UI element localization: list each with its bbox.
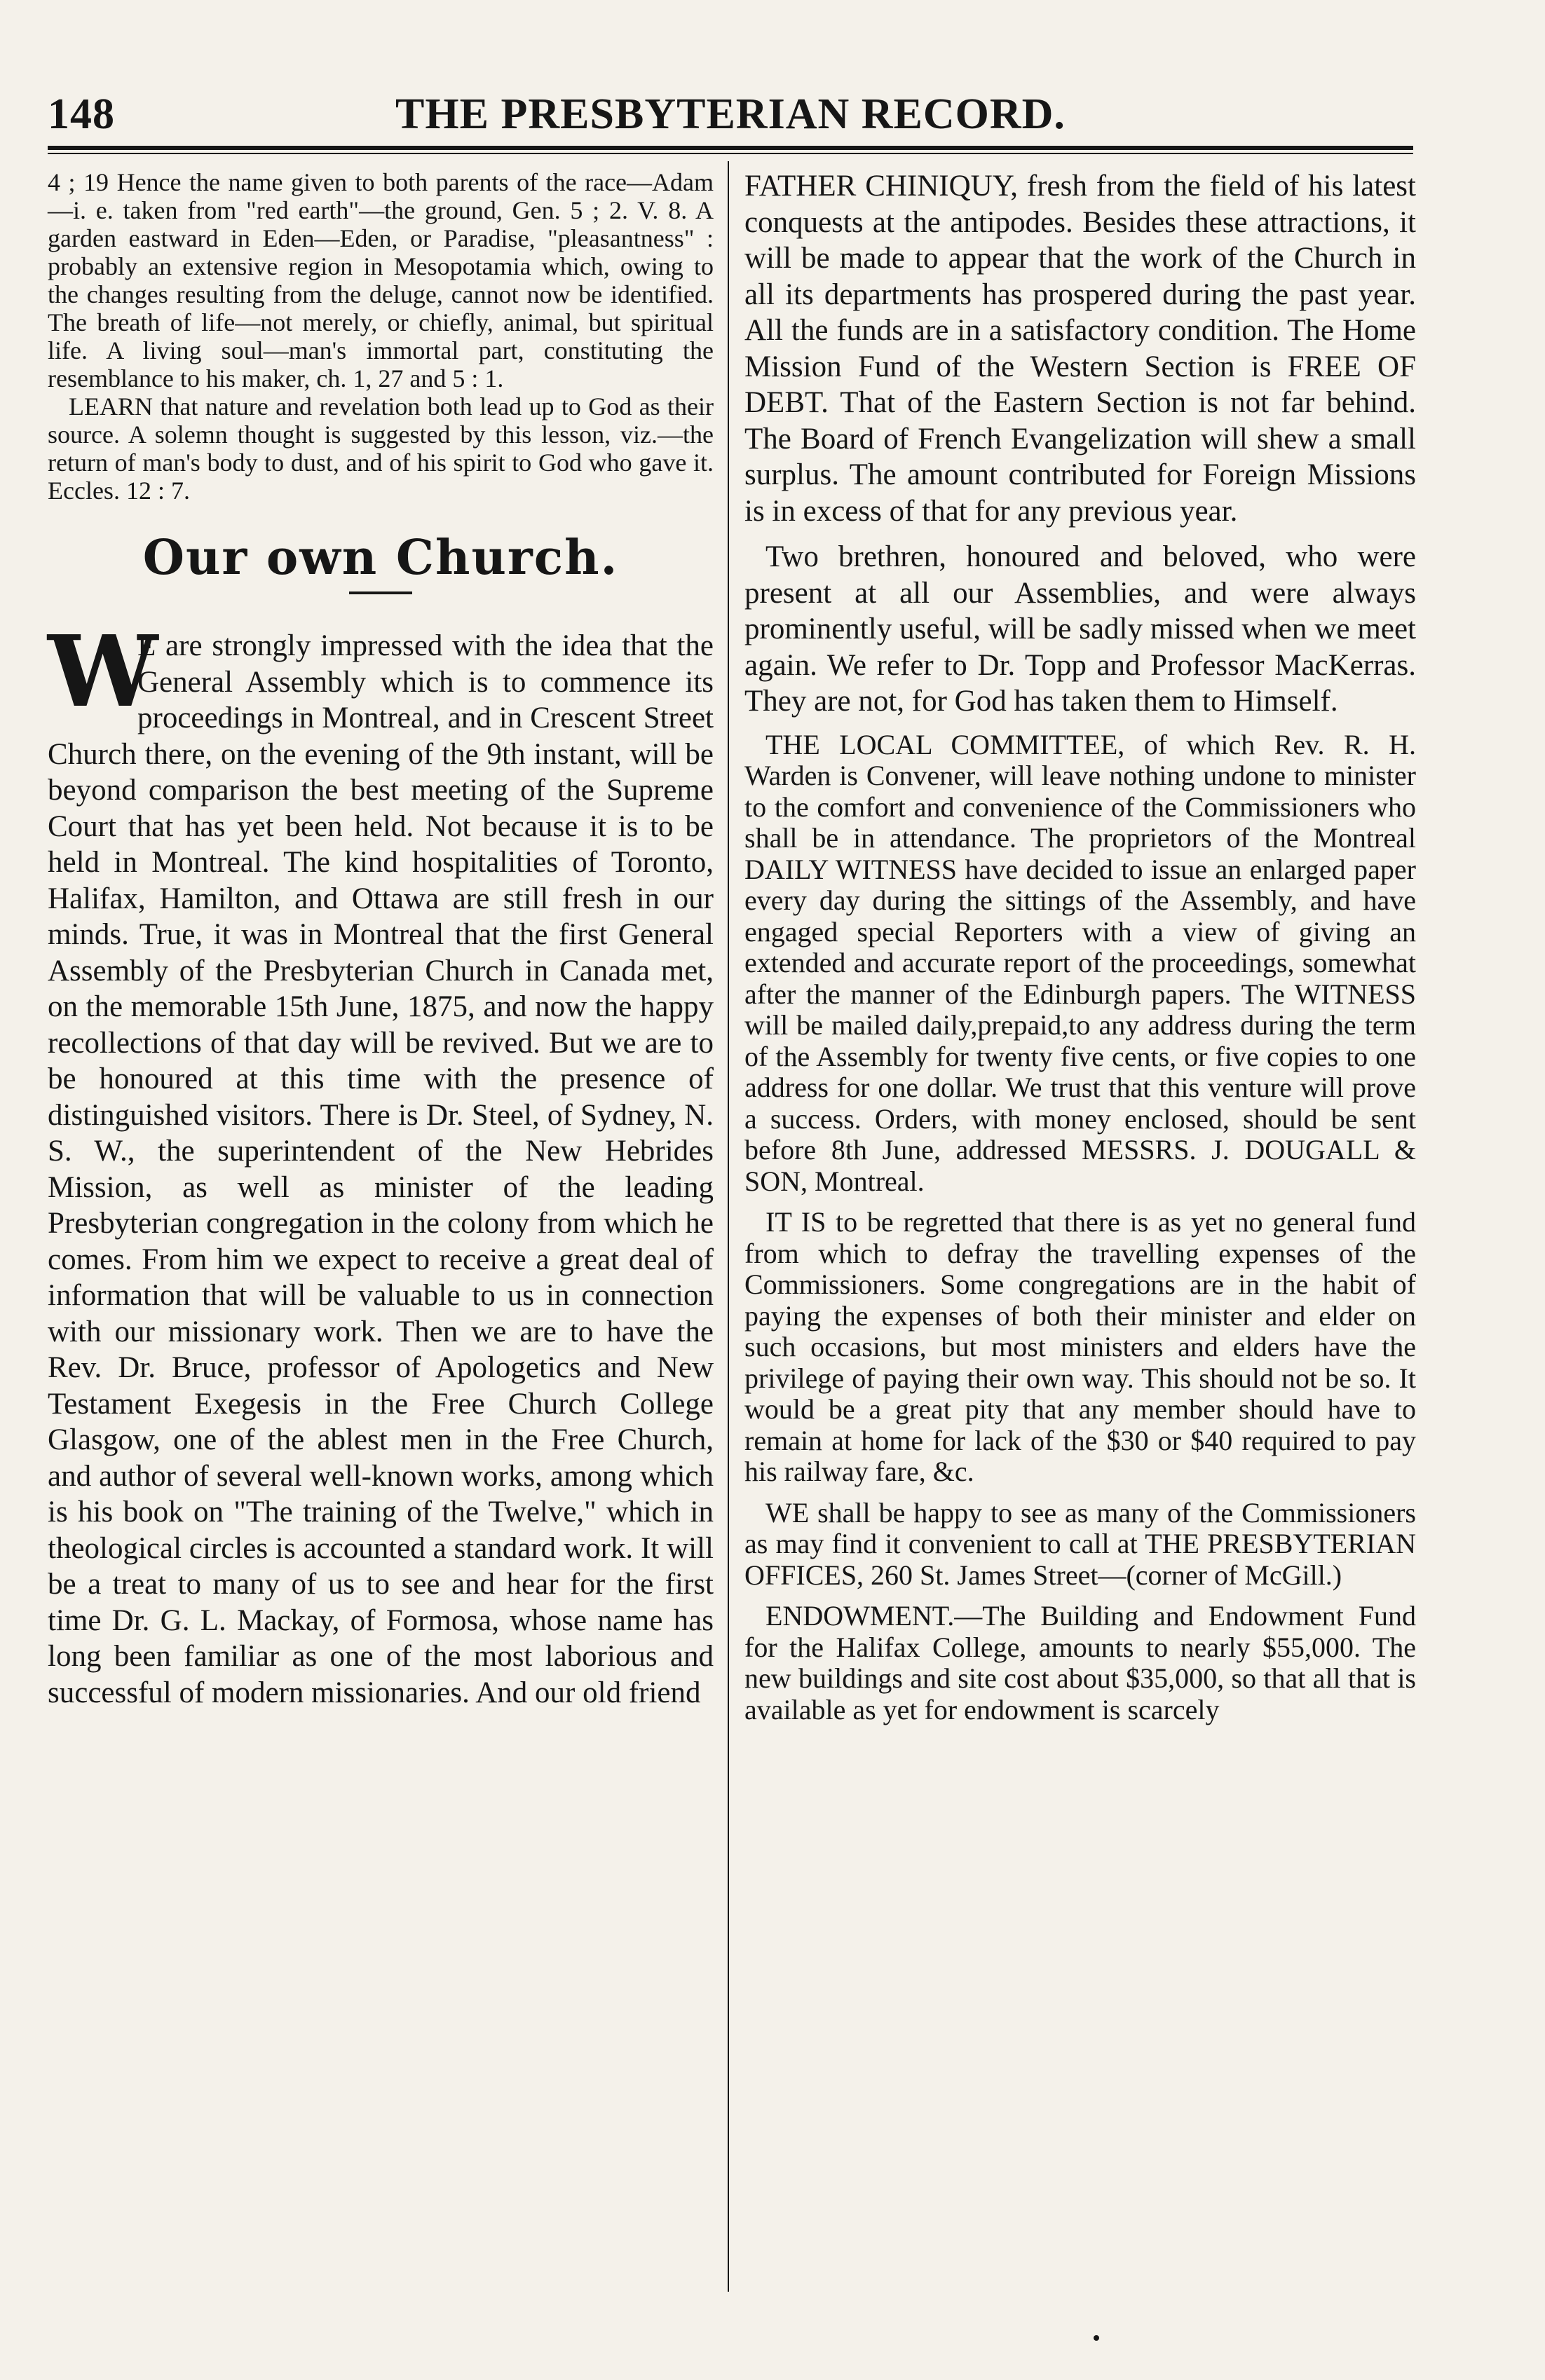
- lesson-learn-paragraph: LEARN that nature and revelation both lead up to God as their source. A solemn thought is suggested by this lesson, viz.—the return of man's body to dust, and of his spirit to God who gave it. Eccles. 12 : 7.: [48, 392, 714, 505]
- heading-rule: [349, 591, 412, 594]
- section-heading: Our own Church.: [142, 530, 619, 586]
- column-divider: [728, 161, 729, 2292]
- endowment-paragraph: ENDOWMENT.—The Building and Endowment Fund for the Halifax College, amounts to nearly $55,000. The new buildings and site cost about $35,000, so that all that is available as yet for endowment is scarcely: [744, 1600, 1416, 1725]
- running-title: THE PRESBYTERIAN RECORD.: [395, 90, 1066, 138]
- header-rule-thin: [48, 153, 1413, 154]
- article-text: E are strongly impressed with the idea that the General Assembly which is to commence its proceedings in Montreal, and in Crescent Street Church there, on the evening of the 9th instant, will be beyond comparison the best meeting of the Supreme Court that has yet been held. Not because it is to be held in Montreal. The kind hospitalities of Toronto, Halifax, Hamilton, and Ottawa are still fresh in our minds. True, it was in Montreal that the first General Assembly of the Presbyterian Church in Canada met, on the memorable 15th June, 1875, and now the happy recollections of that day will be revived. But we are to be honoured at this time with the presence of distinguished visitors. There is Dr. Steel, of Sydney, N. S. W., the superintendent of the New Hebrides Mission, as well as minister of the leading Presbyterian congregation in the colony from which he comes. From him we expect to receive a great deal of information that will be valuable to us in connection with our missionary work. Then we are to have the Rev. Dr. Bruce, professor of Apologetics and New Testament Exegesis in the Free Church College Glasgow, one of the ablest men in the Free Church, and author of several well-known works, among which is his book on "The training of the Twelve," which in theological circles is accounted a standard work. It will be a treat to many of us to see and hear for the first time Dr. G. L. Mackay, of Formosa, whose name has long been familiar as one of the most laborious and successful of modern missionaries. And our old friend: [48, 629, 714, 1709]
- article-opening-paragraph: [48, 615, 714, 1711]
- page-number: 148: [48, 90, 115, 138]
- offices-paragraph: WE shall be happy to see as many of the Commissioners as may find it convenient to call at THE PRESBYTERIAN OFFICES, 260 St. James Street—(corner of McGill.): [744, 1496, 1416, 1591]
- header-rule: [48, 146, 1413, 150]
- article-continued-paragraph: FATHER CHINIQUY, fresh from the field of his latest conquests at the antipodes. Besides these attractions, it will be made to appear that the work of the Church in all its departments has prospered during the past year. All the funds are in a satisfactory condition. The Home Mission Fund of the Western Section is FREE OF DEBT. That of the Eastern Section is not far behind. The Board of French Evangelization will shew a small surplus. The amount contributed for Foreign Missions is in excess of that for any previous year.: [744, 170, 1416, 528]
- ink-dot: [1094, 2335, 1099, 2341]
- right-column: [744, 168, 1416, 1725]
- left-column: [48, 168, 714, 1711]
- local-committee-paragraph: THE LOCAL COMMITTEE, of which Rev. R. H. Warden is Convener, will leave nothing undone to minister to the comfort and convenience of the Commissioners who shall be in attendance. The proprietors of the Montreal DAILY WITNESS have decided to issue an enlarged paper every day during the sittings of the Assembly, and have engaged special Reporters with a view of giving an extended and accurate report of the proceedings, somewhat after the manner of the Edinburgh papers. The WITNESS will be mailed daily,prepaid,to any address during the term of the Assembly for twenty five cents, or five copies to one address for one dollar. We trust that this venture will prove a success. Orders, with money enclosed, should be sent before 8th June, addressed MESSRS. J. DOUGALL & SON, Montreal.: [744, 728, 1416, 1197]
- lesson-notes-paragraph: 4 ; 19 Hence the name given to both parents of the race—Adam—i. e. taken from "red earth"—the ground, Gen. 5 ; 2. V. 8. A garden eastward in Eden—Eden, or Paradise, "pleasantness" : probably an extensive region in Mesopotamia which, owing to the changes resulting from the deluge, cannot now be identified. The breath of life—not merely, or chiefly, animal, but spiritual life. A living soul—man's immortal part, constituting the resemblance to his maker, ch. 1, 27 and 5 : 1.: [48, 168, 714, 392]
- drop-cap: W: [48, 615, 158, 730]
- travel-fund-paragraph: IT IS to be regretted that there is as yet no general fund from which to defray the travelling expenses of the Commissioners. Some congregations are in the habit of paying the expenses of both their minister and elder on such occasions, but most ministers and elders have the privilege of paying their own way. This should not be so. It would be a great pity that any member should have to remain at home for lack of the $30 or $40 required to pay his railway fare, &c.: [744, 1206, 1416, 1487]
- page-header: [48, 90, 1413, 146]
- brethren-paragraph: Two brethren, honoured and beloved, who were present at all our Assemblies, and were always prominently useful, will be sadly missed when we meet again. We refer to Dr. Topp and Professor MacKerras. They are not, for God has taken them to Himself.: [744, 540, 1416, 718]
